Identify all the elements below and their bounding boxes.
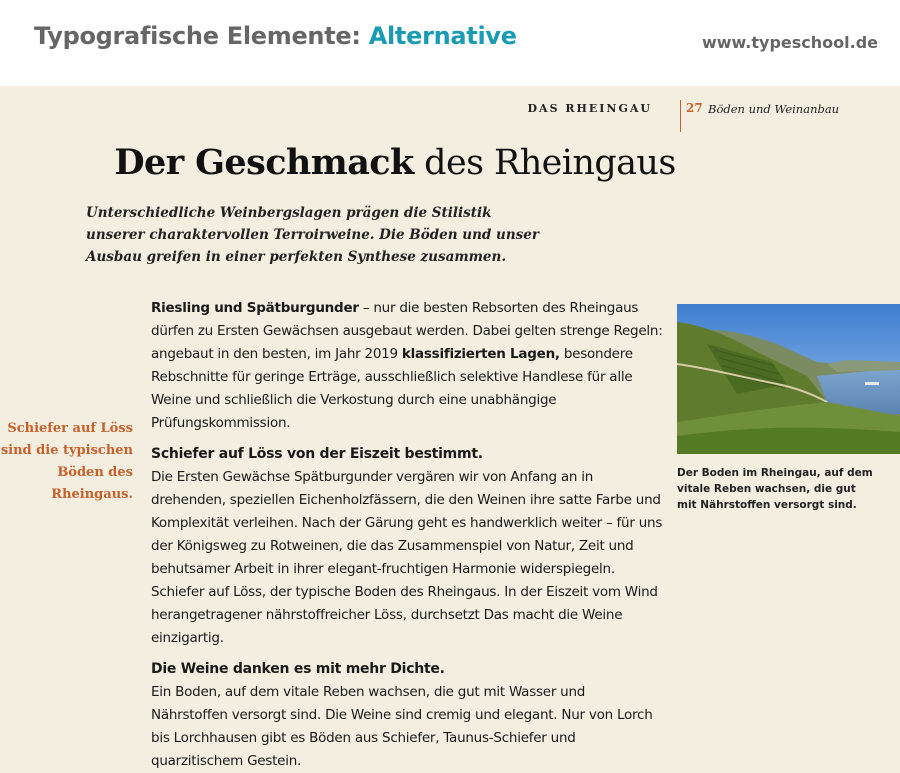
headline-bold: Der Geschmack xyxy=(114,142,414,183)
paragraph-1-bold: klassifizierten Lagen, xyxy=(401,346,560,362)
marginal-note: Schiefer auf Löss sind die typischen Böden des Rheingaus. xyxy=(0,421,133,502)
running-header xyxy=(527,100,880,130)
banner-url[interactable]: www.typeschool.de xyxy=(701,33,878,52)
subheading-2: Die Weine danken es mit mehr Dichte. xyxy=(151,661,445,677)
banner-title xyxy=(34,22,517,50)
paragraph-1-text-b: besondere Rebschnitte für geringe Erträge, ausschließlich selektive Handlese für alle Weine und schließlich die Verkostung durch eine unabhängige Prüfungskommission. xyxy=(151,346,633,431)
page-number: 27 xyxy=(686,101,703,115)
paragraph-2: Die Ersten Gewächse Spätburgunder vergären wir von Anfang an in drehenden, speziellen Eichenholzfässern, die den Weinen ihre satte Farbe und Komplexität verleihen. Nach der Gärung geht es handwerklich weiter – für uns der Königsweg zu Rotweinen, die das Zusammenspiel von Natur, Zeit und behutsamer Arbeit in ihrer elegant-fruchtigen Harmonie widerspiegeln. Schiefer auf Löss, der typische Boden des Rheingaus. In der Eiszeit vom Wind herangetragener nährstoffreicher Löss, durchsetzt Das macht die Weine einzigartig. xyxy=(151,469,663,646)
article-body xyxy=(151,297,665,773)
subheading-1: Schiefer auf Löss von der Eiszeit bestimmt. xyxy=(151,446,483,462)
article-intro: Unterschiedliche Weinbergslagen prägen die Stilistik unserer charaktervollen Terroirweine. Die Böden und unser Ausbau greifen in einer perfekten Synthese zusammen. xyxy=(86,205,539,265)
paragraph-1 xyxy=(151,297,665,435)
rhine-vineyard-photo xyxy=(677,304,900,454)
subsection-label: Böden und Weinanbau xyxy=(708,102,840,116)
article-headline xyxy=(0,142,790,183)
top-banner xyxy=(0,0,900,86)
paragraph-1-lead: Riesling und Spätburgunder xyxy=(151,300,359,316)
banner-title-accent: Alternative xyxy=(368,22,517,50)
banner-title-main: Typografische Elemente: xyxy=(34,22,369,50)
section-label: DAS RHEINGAU xyxy=(527,102,652,115)
paragraph-1-text-a: – nur die besten Rebsorten des Rheingaus dürfen zu Ersten Gewächsen ausgebaut werden. Dabei gelten strenge Regeln: angebaut in den besten, im Jahr 2019 xyxy=(151,300,663,362)
header-divider xyxy=(680,100,681,132)
paragraph-3: Ein Boden, auf dem vitale Reben wachsen, die gut mit Wasser und Nährstoffen versorgt sind. Die Weine sind cremig und elegant. Nur von Lorch bis Lorchhausen gibt es Böden aus Schiefer, Taunus-Schiefer und quarzitischem Gestein. xyxy=(151,684,653,769)
photo-caption: Der Boden im Rheingau, auf dem vitale Reben wachsen, die gut mit Nährstoffen versorgt sind. xyxy=(677,467,873,511)
headline-rest: des Rheingaus xyxy=(413,143,676,183)
